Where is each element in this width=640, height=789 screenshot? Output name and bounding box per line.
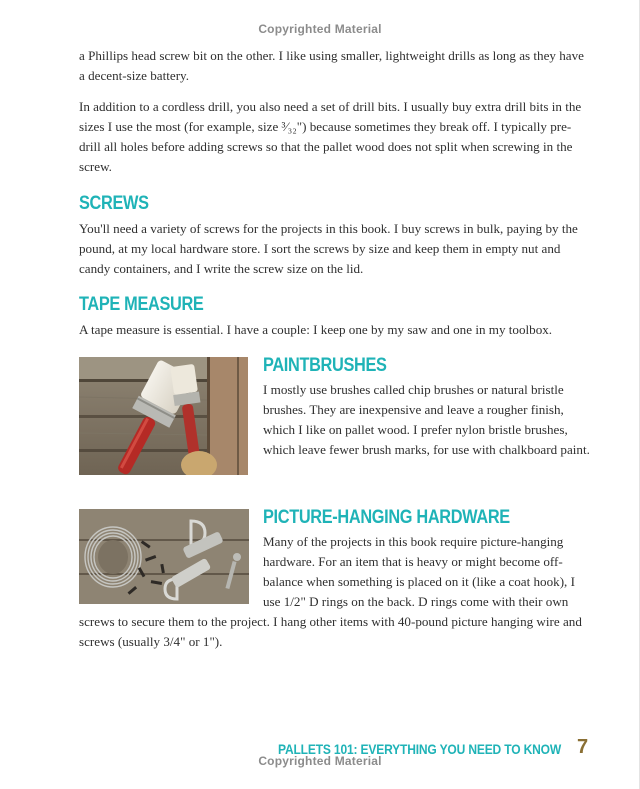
picture-hanging-hardware-heading: PICTURE-HANGING HARDWARE — [263, 507, 510, 528]
drill-bits-paragraph: In addition to a cordless drill, you also need a set of drill bits. I usually buy extra drill bits in the sizes I use the most (for example, size ³⁄₃₂") because sometimes they break off. I typically pre-drill all holes before adding screws so that the pallet wood does not split when screwing in the screw. — [79, 99, 582, 174]
paintbrushes-photo — [79, 357, 248, 475]
picture-hanging-hardware-photo — [79, 509, 249, 604]
hardware-paragraph-top: Many of the projects in this book require picture-hanging hardware. For an item that is heavy or might become off-balance when something is placed on it (like a coat hook), I use 1/2" D rings on the back. D rings come with their own — [263, 534, 575, 609]
tape-measure-paragraph: A tape measure is essential. I have a couple: I keep one by my saw and one in my toolbox. — [79, 322, 553, 337]
hardware-paragraph-bottom: screws to secure them to the project. I hang other items with 40-pound picture hanging wire and screws (usually 3/4" or 1"). — [79, 614, 582, 649]
copyright-watermark-bottom: Copyrighted Material — [258, 754, 382, 768]
intro-continued-paragraph: a Phillips head screw bit on the other. I like using smaller, lightweight drills as long as they have a decent-size battery. — [79, 48, 584, 83]
page-number: 7 — [577, 736, 589, 758]
screws-paragraph: You'll need a variety of screws for the projects in this book. I buy screws in bulk, paying by the pound, at my local hardware store. I sort the screws by size and keep them in empty nut and candy containers, and I write the screw size on the lid. — [79, 221, 578, 276]
paintbrushes-paragraph: I mostly use brushes called chip brushes or natural bristle brushes. They are inexpensive and leave a rougher finish, which I like on pallet wood. I prefer nylon bristle brushes, which leave fewer brush marks, for use with chalkboard paint. — [263, 382, 590, 457]
screws-heading: SCREWS — [79, 193, 149, 214]
tape-measure-heading: TAPE MEASURE — [79, 294, 204, 315]
paintbrushes-heading: PAINTBRUSHES — [263, 355, 387, 376]
copyright-watermark-top: Copyrighted Material — [258, 22, 382, 36]
running-footer-title: PALLETS 101: EVERYTHING YOU NEED TO KNOW — [278, 741, 562, 757]
